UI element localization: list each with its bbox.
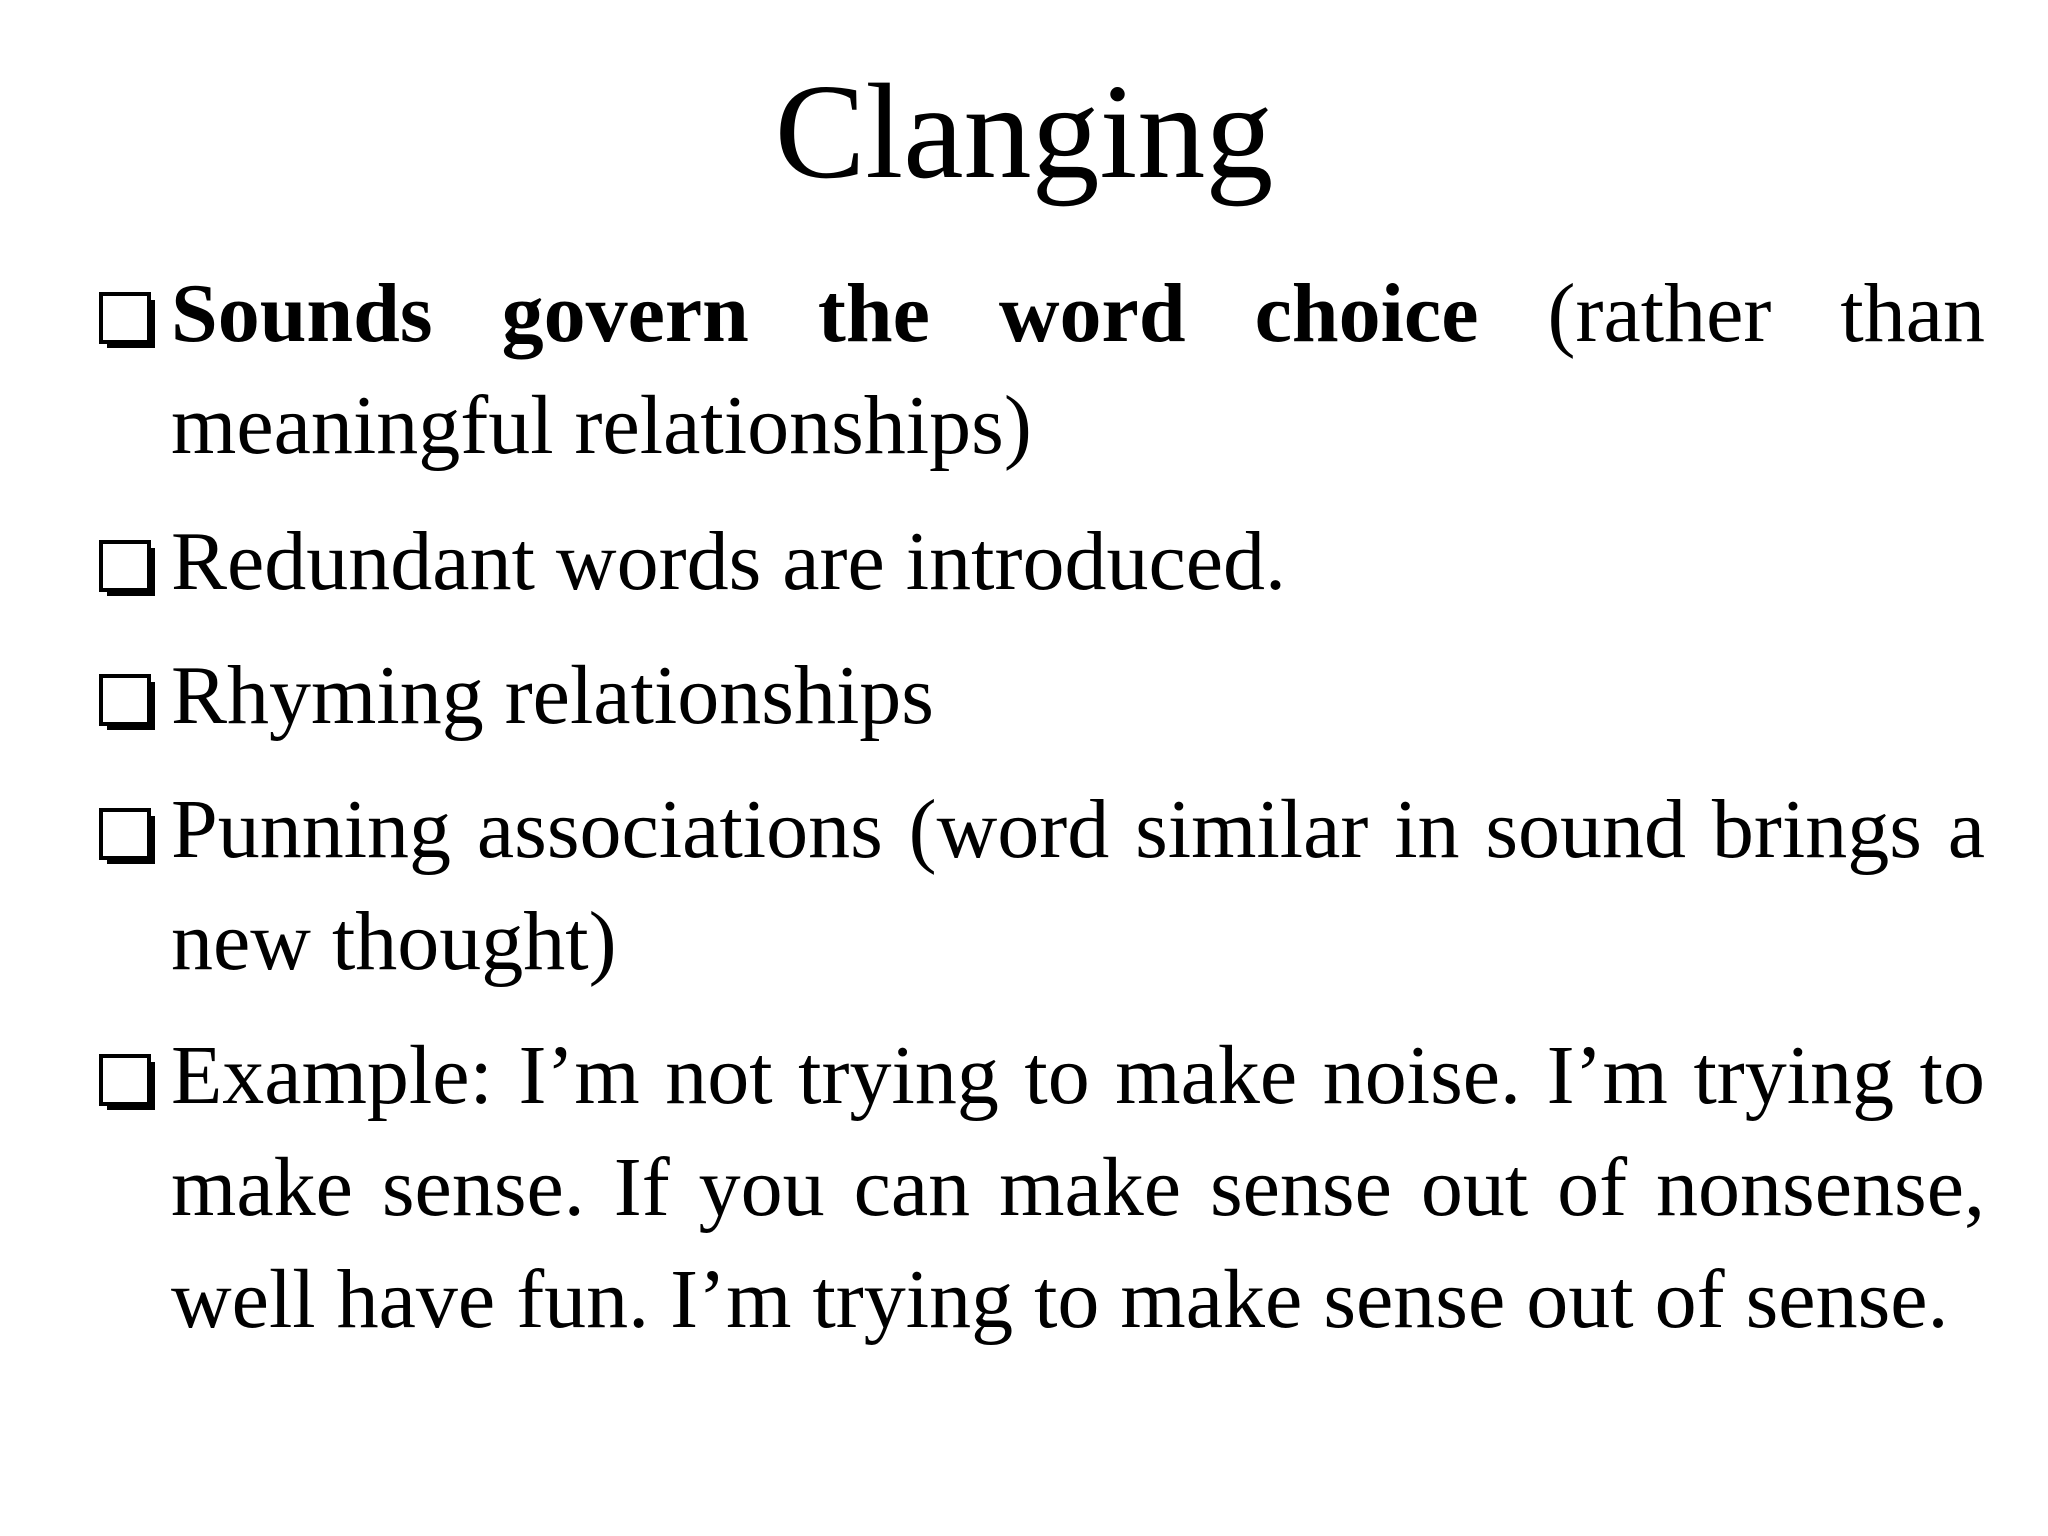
bullet-item xyxy=(95,1020,1985,1356)
hollow-square-shadow-icon xyxy=(99,1054,157,1112)
bullet-emphasis: Sounds govern the word choice xyxy=(171,267,1479,360)
bullet-item xyxy=(95,774,1985,998)
bullet-text: Rhyming relationships xyxy=(171,649,934,742)
slide-title: Clanging xyxy=(774,57,1274,207)
bullet-text: Example: I’m not trying to make noise. I’m trying to make sense. If you can make sense out of nonsense, well have fun. I’m trying to make sense out of sense. xyxy=(171,1029,1985,1346)
bullet-item xyxy=(95,640,1985,752)
bullet-item xyxy=(95,258,1985,482)
bullet-text: Redundant words are introduced. xyxy=(171,515,1287,608)
bullet-list xyxy=(95,258,1985,1378)
hollow-square-shadow-icon xyxy=(99,292,157,350)
hollow-square-shadow-icon xyxy=(99,674,157,732)
bullet-item xyxy=(95,506,1985,618)
bullet-text: Punning associations (word similar in sound brings a new thought) xyxy=(171,783,1985,988)
bullet-text: (rather than meaningful relationships) xyxy=(171,267,1985,472)
hollow-square-shadow-icon xyxy=(99,540,157,598)
hollow-square-shadow-icon xyxy=(99,808,157,866)
